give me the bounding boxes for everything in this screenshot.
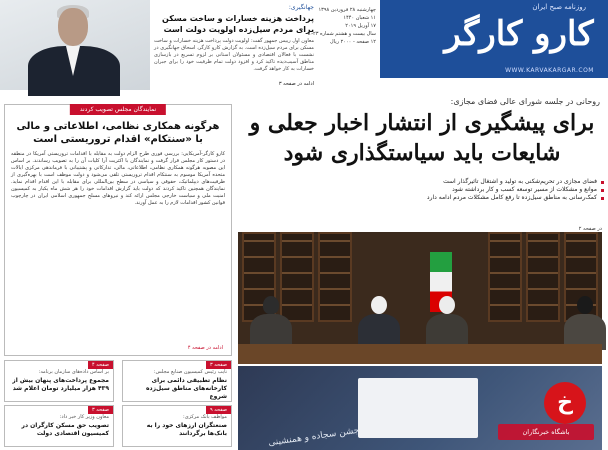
small-story[interactable]: [122, 360, 232, 402]
issue-number: سال بیست و هشتم شماره ۸۰۲۳: [307, 31, 376, 37]
promo-story[interactable]: [0, 0, 318, 90]
small-story[interactable]: [122, 405, 232, 447]
small-story-kicker: بر اساس داده‌های سازمان برنامه:: [38, 369, 109, 375]
page-badge: صفحه ۴: [88, 361, 113, 369]
main-box-page-ref[interactable]: ادامه در صفحه ۴: [187, 345, 223, 351]
date-line: ۱۱ شعبان ۱۴۴۰: [343, 15, 376, 21]
watermark-label: باشگاه خبرنگاران: [498, 424, 594, 440]
small-story-title[interactable]: مجموع پرداخت‌های پنهان بیش از ۴۳۹ هزار میلیارد تومان اعلام شد: [12, 377, 109, 392]
main-box-tag: نمایندگان مجلس تصویب کردند: [70, 104, 166, 115]
person: [250, 296, 292, 350]
small-story-title[interactable]: نظام تطبیقی دائمی برای کارخانه‌های مناطق سیل‌زده شروع: [145, 377, 227, 400]
date-info: [307, 6, 376, 46]
newspaper-logo[interactable]: کارو کارگر: [444, 14, 594, 54]
masthead: [380, 0, 608, 78]
bookshelf: [488, 232, 522, 322]
small-story-kicker: نایب رئیس کمیسیون صنایع مجلس:: [153, 369, 227, 375]
person: [426, 296, 468, 350]
lead-kicker: روحانی در جلسه شورای عالی فضای مجازی:: [450, 97, 600, 106]
bookshelf: [318, 232, 352, 322]
watermark-logo: [498, 382, 594, 440]
small-story-kicker: معاون وزیر کار خبر داد:: [59, 414, 109, 420]
page-badge: صفحه ۳: [206, 361, 231, 369]
lead-story: [240, 97, 604, 168]
masthead-slogan: روزنامه صبح ایران: [532, 3, 586, 11]
promo-kicker: جهانگیری:: [288, 4, 314, 11]
promo-page-ref[interactable]: ادامه در صفحه ۳: [278, 81, 314, 87]
meeting-table: [238, 344, 602, 364]
website-url[interactable]: WWW.KARVAKARGAR.COM: [505, 67, 594, 74]
small-story-title[interactable]: صنعتگران ارزهای خود را به بانک‌ها برگردانند: [146, 422, 227, 437]
small-story-title[interactable]: تصویب حق مسکن کارگران در کمیسیون اقتصادی دولت: [21, 422, 109, 437]
lead-bullets: [304, 178, 604, 202]
person: [358, 296, 400, 350]
lead-bullet: فضای مجازی در تحریم‌شکنی به تولید و اشتغال تاثیرگذار است: [304, 178, 604, 186]
promo-body: معاون اول رییس جمهور گفت: اولویت دولت پرداخت هزینه خسارات و ساخت مسکن برای مردم سیل‌زده است. به گزارش کارو کارگر، اسحاق جهانگیری در نشست با فعالان اقتصادی و مسئولان استانی بر لزوم تسریع در بازسازی مناطق آسیب‌دیده تاکید کرد و افزود دولت تمام ظرفیت خود را برای جبران خسارات به کار خواهد گرفت.: [154, 38, 314, 72]
person: [564, 296, 606, 350]
date-line: چهارشنبه ۲۸ فروردین ۱۳۹۸: [318, 7, 376, 13]
date-line: ۱۷ آوریل ۲۰۱۹: [345, 23, 376, 29]
lead-photo: [238, 232, 602, 364]
main-box-body: کارو کارگر-آمریکایی: بررسی فوری طرح الزام دولت به مقابله با اقدامات تروریستی آمریکا در منطقه در دستور کار مجلس قرار گرفت و نمایندگان با اکثریت آرا کلیات آن را به تصویب رساندند. بر اساس این مصوبه هرگونه همکاری نظامی، اطلاعاتی، مالی، تدارکاتی و پشتیبانی با فرماندهی مرکزی ایالات متحده آمریکا موسوم به سنتکام اقدام تروریستی تلقی می‌شود و دولت موظف است با بهره‌گیری از ظرفیت‌های دیپلماتیک، حقوقی و سیاسی در سطح بین‌المللی برای مقابله با این اقدام اقدام نماید. نمایندگان همچنین تاکید کردند که دولت باید گزارش اقدامات خود را هر شش ماه یکبار به کمیسیون امنیت ملی و سیاست خارجی مجلس ارائه کند و نیروهای مسلح جمهوری اسلامی ایران در چارچوب قوانین کشور اقدامات لازم را به عمل آورند.: [11, 151, 225, 206]
lead-bullet: کمک‌رسانی به مناطق سیل‌زده تا رفع کامل مشکلات مردم ادامه دارد: [304, 194, 604, 202]
bottom-photo-caption: جشن سجاده و همنشینی: [267, 425, 361, 449]
promo-title[interactable]: پرداخت هزینه خسارات و ساخت مسکن برای مردم سیل‌زده اولویت دولت است: [162, 14, 314, 34]
bookshelf: [526, 232, 560, 322]
lead-headline[interactable]: برای پیشگیری از انتشار اخبار جعلی و شایعات باید سیاستگذاری شود: [249, 110, 595, 166]
watermark-badge-icon: خ: [544, 382, 586, 424]
page-badge: صفحه ۹: [206, 406, 231, 414]
promo-text: [154, 4, 314, 87]
price-line: ۱۲ صفحه - ۲۰۰۰ ریال: [330, 39, 376, 45]
lead-page-ref[interactable]: در صفحه ۲: [578, 226, 602, 232]
lead-bullet: موانع و مشکلات از مسیر توسعه کسب و کار برداشته شود: [304, 186, 604, 194]
promo-photo: [0, 0, 150, 90]
main-box-story[interactable]: [4, 104, 232, 356]
small-story[interactable]: [4, 360, 114, 402]
main-box-title[interactable]: هرگونه همکاری نظامی، اطلاعاتی و مالی با «سنتکام» اقدام تروریستی است: [16, 121, 220, 145]
small-story-kicker: مواظف بانک مرکزی:: [183, 414, 227, 420]
screen-panel: [358, 378, 478, 438]
small-story[interactable]: [4, 405, 114, 447]
page-badge: صفحه ۳: [88, 406, 113, 414]
